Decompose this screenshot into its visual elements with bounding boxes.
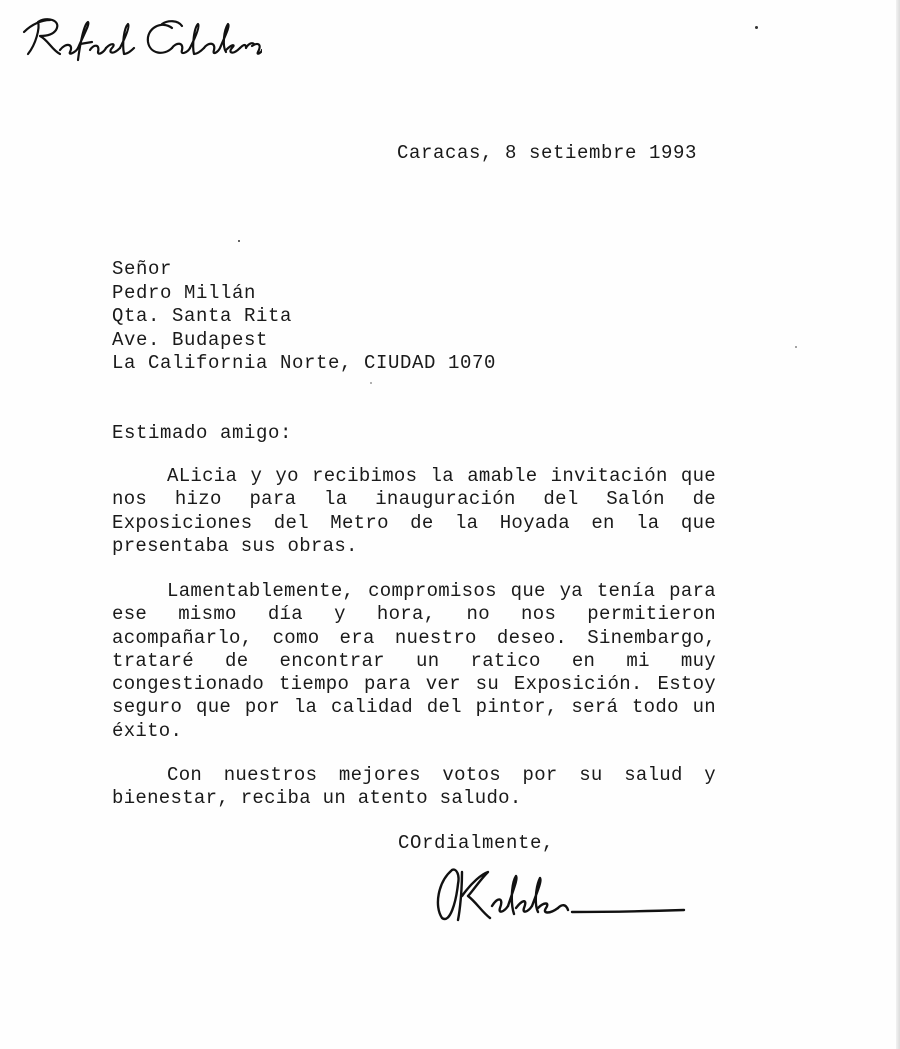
letter-date: Caracas, 8 setiembre 1993 <box>397 142 698 164</box>
paper-speck <box>238 240 240 242</box>
body-paragraph-invitation: ALicia y yo recibimos la amable invitación que nos hizo para la inauguración del Salón de Exposiciones del Metro de la Hoyada en la que presentaba sus obras. <box>112 465 716 557</box>
body-paragraph-wishes: Con nuestros mejores votos por su salud y bienestar, reciba un atento saludo. <box>112 764 716 810</box>
paper-speck <box>370 382 372 384</box>
recipient-house: Qta. Santa Rita <box>112 305 293 327</box>
recipient-title: Señor <box>112 258 173 280</box>
page-edge-shadow <box>896 0 900 1049</box>
paper-speck <box>795 346 797 348</box>
closing: COrdialmente, <box>398 832 555 854</box>
recipient-address <box>112 258 496 376</box>
recipient-street: Ave. Budapest <box>112 328 269 351</box>
recipient-city: La California Norte, CIUDAD 1070 <box>112 352 497 374</box>
recipient-name: Pedro Millán <box>112 281 257 304</box>
handwritten-signature <box>432 862 694 930</box>
salutation: Estimado amigo: <box>112 422 293 444</box>
paper-speck <box>755 26 758 29</box>
letterhead-signature-logo <box>22 14 262 66</box>
body-paragraph-apology: Lamentablemente, compromisos que ya tenía para ese mismo día y hora, no nos permitieron acompañarlo, como era nuestro deseo. Sinembargo, trataré de encontrar un ratico en mi muy congestionado tiempo para ver su Exposición. Estoy seguro que por la calidad del pintor, será todo un éxito. <box>112 580 716 742</box>
